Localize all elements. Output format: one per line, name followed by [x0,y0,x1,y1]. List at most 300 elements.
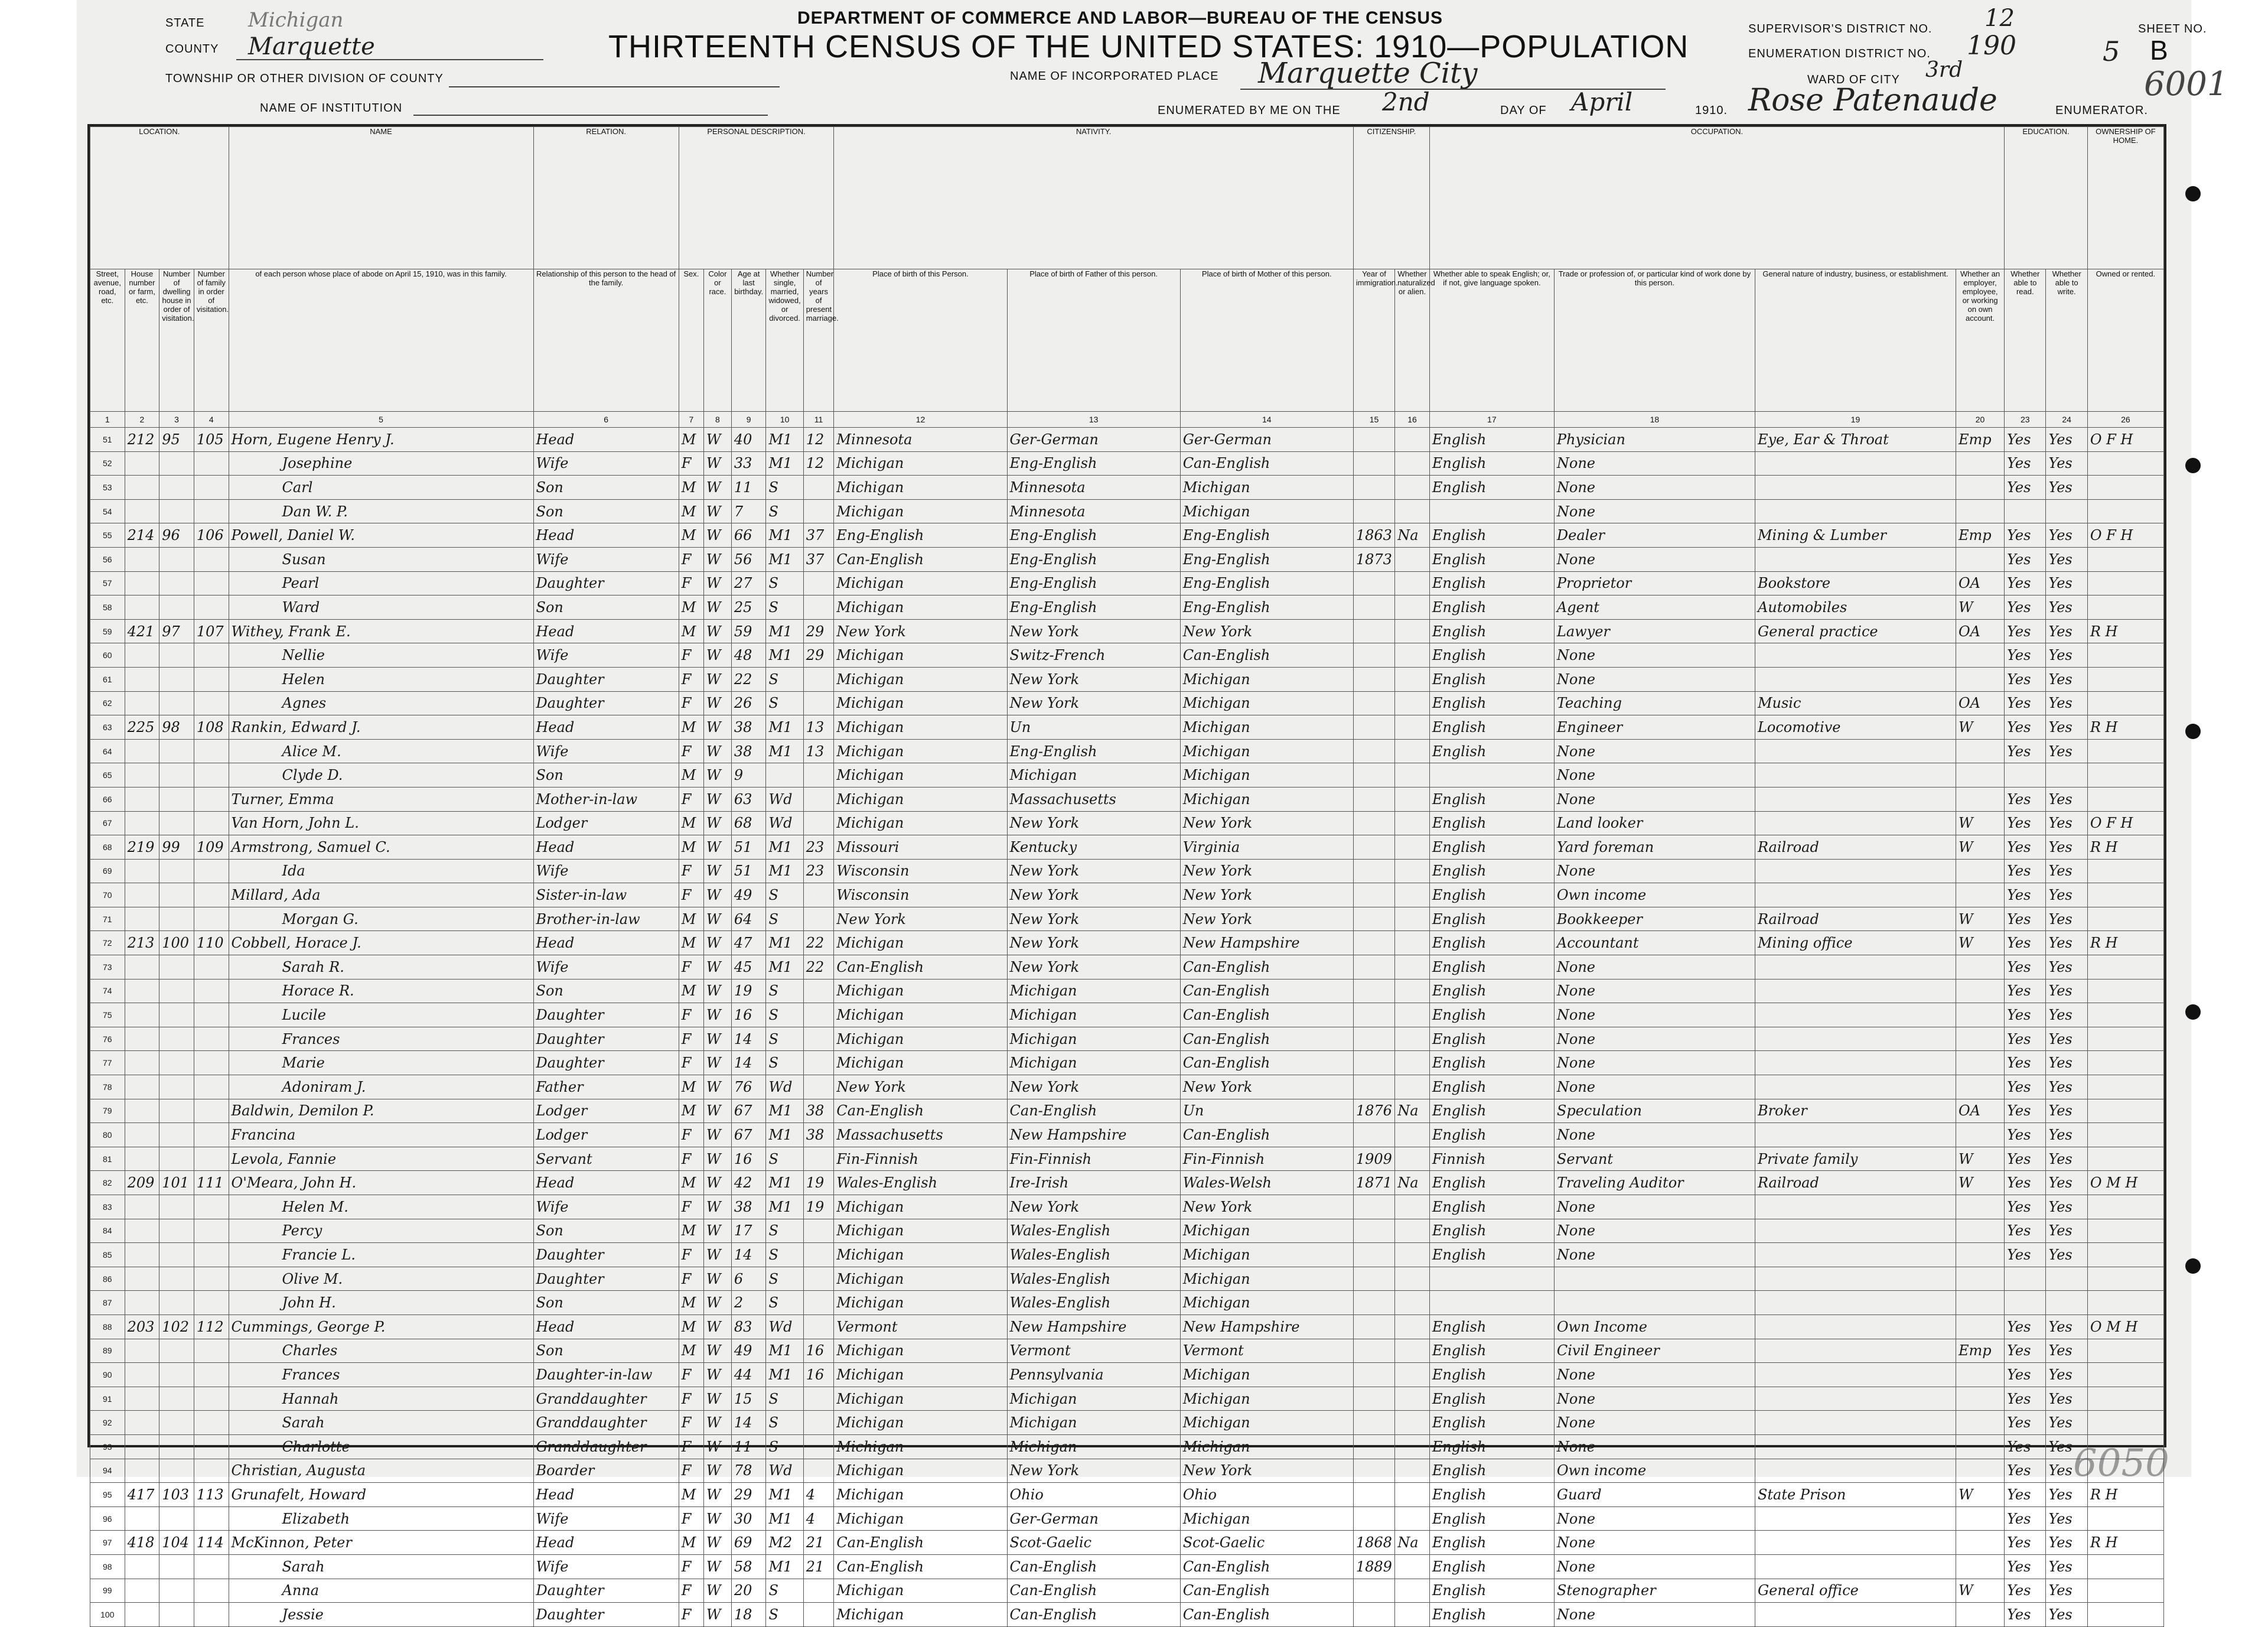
can-write: Yes [2046,1459,2087,1483]
employment-class [1956,763,2005,788]
immigration-year [1353,691,1394,715]
table-row [90,1123,2164,1147]
employment-class: Emp [1956,428,2005,452]
can-write: Yes [2046,1554,2087,1579]
employment-class [1956,739,2005,763]
relation: Granddaughter [533,1411,679,1435]
age: 14 [731,1411,766,1435]
trade: None [1554,1363,1755,1387]
birthplace: Wisconsin [834,883,1007,907]
house-number [125,691,159,715]
race: W [703,1554,731,1579]
marital-status: S [766,1027,803,1051]
industry: State Prison [1755,1483,1956,1507]
can-read: Yes [2005,1147,2046,1171]
years-married [803,1267,834,1291]
family-number: 107 [194,619,229,643]
birthplace: Michigan [834,1459,1007,1483]
relation: Daughter [533,1027,679,1051]
years-married [803,1243,834,1267]
home-ownership [2087,1291,2163,1315]
sex: M [679,835,703,860]
family-number [194,667,229,691]
family-number [194,1147,229,1171]
industry [1755,1195,1956,1219]
can-read: Yes [2005,979,2046,1003]
language: Finnish [1429,1147,1554,1171]
father-birthplace: Wales-English [1007,1267,1180,1291]
years-married: 21 [803,1554,834,1579]
mother-birthplace: Michigan [1180,715,1353,740]
naturalization [1395,763,1430,788]
marital-status: M1 [766,547,803,571]
person-name: Olive M. [229,1267,533,1291]
naturalization [1395,883,1430,907]
trade: None [1554,1051,1755,1075]
family-number [194,1051,229,1075]
age: 49 [731,1339,766,1363]
can-read: Yes [2005,1027,2046,1051]
years-married [803,1411,834,1435]
age: 42 [731,1171,766,1195]
employment-class [1956,1075,2005,1099]
sheet-value: 5 [2103,35,2120,67]
birthplace: Michigan [834,1411,1007,1435]
table-row [90,835,2164,860]
birthplace: Fin-Finnish [834,1147,1007,1171]
age: 67 [731,1123,766,1147]
column-number: 18 [1554,412,1755,428]
sex: F [679,1243,703,1267]
language: English [1429,1434,1554,1459]
table-row [90,1099,2164,1123]
person-name: Marie [229,1051,533,1075]
township-line [449,86,780,87]
sex: F [679,1387,703,1411]
language [1429,499,1554,523]
race: W [703,451,731,476]
years-married [803,596,834,620]
can-write: Yes [2046,643,2087,668]
line-number: 56 [90,547,125,571]
race: W [703,883,731,907]
language: English [1429,1003,1554,1027]
can-write: Yes [2046,931,2087,955]
trade: None [1554,1387,1755,1411]
column-number: 4 [194,412,229,428]
age: 64 [731,907,766,931]
person-name: O'Meara, John H. [229,1171,533,1195]
home-ownership [2087,955,2163,980]
line-number: 78 [90,1075,125,1099]
dwelling-number [159,1291,194,1315]
naturalization [1395,596,1430,620]
trade: None [1554,955,1755,980]
age: 14 [731,1051,766,1075]
industry: Railroad [1755,907,1956,931]
naturalization [1395,1387,1430,1411]
dwelling-number [159,1579,194,1603]
language: English [1429,1459,1554,1483]
marital-status: S [766,907,803,931]
immigration-year [1353,1195,1394,1219]
naturalization: Na [1395,1531,1430,1555]
line-number: 91 [90,1387,125,1411]
marital-status: S [766,1267,803,1291]
person-name: Levola, Fannie [229,1147,533,1171]
marital-status: Wd [766,787,803,811]
table-row [90,1003,2164,1027]
trade: None [1554,1531,1755,1555]
marital-status: Wd [766,811,803,835]
marital-status: Wd [766,1314,803,1339]
years-married [803,979,834,1003]
census-title: THIRTEENTH CENSUS OF THE UNITED STATES: 1910—POPULATION [608,29,1689,64]
father-birthplace: Ger-German [1007,428,1180,452]
naturalization [1395,1459,1430,1483]
relation: Wife [533,955,679,980]
father-birthplace: Michigan [1007,979,1180,1003]
birthplace: Michigan [834,1027,1007,1051]
trade: None [1554,667,1755,691]
table-row [90,451,2164,476]
years-married [803,667,834,691]
table-row [90,1339,2164,1363]
supervisor-label: SUPERVISOR'S DISTRICT NO. [1748,22,1933,35]
family-number [194,499,229,523]
column-header: General nature of industry, business, or establishment. [1755,269,1956,412]
naturalization [1395,476,1430,500]
years-married [803,1147,834,1171]
language: English [1429,883,1554,907]
can-read: Yes [2005,1339,2046,1363]
father-birthplace: Ire-Irish [1007,1171,1180,1195]
industry [1755,1603,1956,1627]
birthplace: Can-English [834,1554,1007,1579]
trade: None [1554,476,1755,500]
person-name: Charlotte [229,1434,533,1459]
industry [1755,1291,1956,1315]
industry [1755,499,1956,523]
years-married: 16 [803,1363,834,1387]
industry [1755,1387,1956,1411]
father-birthplace: Wales-English [1007,1243,1180,1267]
can-write: Yes [2046,1579,2087,1603]
table-row [90,1459,2164,1483]
column-number: 26 [2087,412,2163,428]
father-birthplace: Minnesota [1007,499,1180,523]
industry [1755,1339,1956,1363]
race: W [703,428,731,452]
language: English [1429,1075,1554,1099]
naturalization [1395,931,1430,955]
home-ownership [2087,1554,2163,1579]
relation: Wife [533,1554,679,1579]
line-number: 86 [90,1267,125,1291]
father-birthplace: Un [1007,715,1180,740]
immigration-year [1353,883,1394,907]
line-number: 57 [90,571,125,596]
years-married [803,907,834,931]
birthplace: Michigan [834,691,1007,715]
race: W [703,1483,731,1507]
mother-birthplace: Michigan [1180,739,1353,763]
birthplace: Michigan [834,451,1007,476]
mother-birthplace: Michigan [1180,667,1353,691]
language: English [1429,1387,1554,1411]
relation: Daughter [533,571,679,596]
table-row [90,859,2164,883]
race: W [703,523,731,548]
age: 33 [731,451,766,476]
table-row [90,1051,2164,1075]
father-birthplace: New Hampshire [1007,1123,1180,1147]
table-row [90,1554,2164,1579]
table-row [90,1195,2164,1219]
father-birthplace: Michigan [1007,1027,1180,1051]
line-number: 75 [90,1003,125,1027]
mother-birthplace: Michigan [1180,499,1353,523]
sex: F [679,1051,703,1075]
dwelling-number [159,547,194,571]
sheet-label: SHEET NO. [2138,22,2207,35]
family-number [194,1434,229,1459]
immigration-year [1353,763,1394,788]
employment-class [1956,1003,2005,1027]
immigration-year [1353,619,1394,643]
industry [1755,787,1956,811]
stamp-number-top: 6001 [2144,65,2228,103]
language: English [1429,1531,1554,1555]
can-write: Yes [2046,1099,2087,1123]
naturalization [1395,667,1430,691]
naturalization [1395,1554,1430,1579]
birthplace: New York [834,1075,1007,1099]
house-number [125,1459,159,1483]
can-read: Yes [2005,1195,2046,1219]
can-read: Yes [2005,1411,2046,1435]
line-number: 96 [90,1506,125,1531]
home-ownership [2087,1363,2163,1387]
birthplace: Michigan [834,476,1007,500]
marital-status: M1 [766,451,803,476]
naturalization [1395,1219,1430,1243]
column-number: 8 [703,412,731,428]
home-ownership: O F H [2087,428,2163,452]
immigration-year [1353,1434,1394,1459]
line-number: 64 [90,739,125,763]
race: W [703,1387,731,1411]
trade: Guard [1554,1483,1755,1507]
race: W [703,931,731,955]
marital-status: M1 [766,1363,803,1387]
dwelling-number [159,1434,194,1459]
marital-status: S [766,667,803,691]
sex: M [679,499,703,523]
table-row [90,787,2164,811]
mother-birthplace: Virginia [1180,835,1353,860]
race: W [703,1123,731,1147]
table-row [90,1027,2164,1051]
relation: Head [533,1314,679,1339]
marital-status: S [766,1411,803,1435]
home-ownership: R H [2087,835,2163,860]
table-row [90,1603,2164,1627]
birthplace: Michigan [834,1434,1007,1459]
person-name: Percy [229,1219,533,1243]
family-number: 105 [194,428,229,452]
father-birthplace: Pennsylvania [1007,1363,1180,1387]
dwelling-number [159,1339,194,1363]
dwelling-number [159,1027,194,1051]
can-read [2005,1291,2046,1315]
can-read: Yes [2005,547,2046,571]
sex: M [679,1291,703,1315]
person-name: Helen M. [229,1195,533,1219]
person-name: Horn, Eugene Henry J. [229,428,533,452]
marital-status: S [766,1219,803,1243]
industry [1755,1363,1956,1387]
can-write: Yes [2046,1027,2087,1051]
language: English [1429,835,1554,860]
dwelling-number [159,1243,194,1267]
years-married [803,1051,834,1075]
years-married: 13 [803,715,834,740]
can-write: Yes [2046,1387,2087,1411]
immigration-year: 1909 [1353,1147,1394,1171]
state-label: STATE [165,17,205,30]
birthplace: Michigan [834,763,1007,788]
age: 14 [731,1027,766,1051]
age: 63 [731,787,766,811]
home-ownership [2087,1195,2163,1219]
father-birthplace: Switz-French [1007,643,1180,668]
father-birthplace: Eng-English [1007,739,1180,763]
sex: M [679,1339,703,1363]
race: W [703,667,731,691]
line-number: 74 [90,979,125,1003]
mother-birthplace: Un [1180,1099,1353,1123]
table-row [90,571,2164,596]
trade: None [1554,979,1755,1003]
sex: F [679,1579,703,1603]
column-header: Number of family in order of visitation. [194,269,229,412]
race: W [703,1051,731,1075]
birthplace: Can-English [834,955,1007,980]
relation: Son [533,1339,679,1363]
race: W [703,955,731,980]
relation: Head [533,619,679,643]
father-birthplace: Michigan [1007,1003,1180,1027]
family-number [194,1459,229,1483]
language: English [1429,1363,1554,1387]
dwelling-number [159,811,194,835]
state-value: Michigan [248,8,344,32]
birthplace: Wales-English [834,1171,1007,1195]
years-married: 16 [803,1339,834,1363]
immigration-year [1353,1219,1394,1243]
house-number [125,1554,159,1579]
sex: F [679,1411,703,1435]
employment-class [1956,547,2005,571]
person-name: Pearl [229,571,533,596]
month-value: April [1571,87,1633,116]
sex: F [679,1003,703,1027]
house-number [125,667,159,691]
enumeration-label: ENUMERATION DISTRICT NO. [1748,47,1931,60]
home-ownership: O M H [2087,1171,2163,1195]
family-number [194,476,229,500]
can-read: Yes [2005,835,2046,860]
relation: Father [533,1075,679,1099]
county-value: Marquette [248,33,375,60]
mother-birthplace: Can-English [1180,1051,1353,1075]
immigration-year [1353,1291,1394,1315]
home-ownership [2087,451,2163,476]
can-write: Yes [2046,1339,2087,1363]
employment-class: W [1956,1483,2005,1507]
dwelling-number [159,955,194,980]
birthplace: New York [834,619,1007,643]
race: W [703,1506,731,1531]
can-read: Yes [2005,907,2046,931]
person-name: Charles [229,1339,533,1363]
trade: Teaching [1554,691,1755,715]
employment-class [1956,979,2005,1003]
sex: M [679,1075,703,1099]
column-number: 7 [679,412,703,428]
marital-status: M2 [766,1531,803,1555]
can-read: Yes [2005,955,2046,980]
employment-class [1956,499,2005,523]
industry [1755,1531,1956,1555]
relation: Wife [533,643,679,668]
dwelling-number [159,907,194,931]
birthplace: Michigan [834,1051,1007,1075]
birthplace: Michigan [834,571,1007,596]
naturalization [1395,691,1430,715]
column-header: Number of years of present marriage. [803,269,834,412]
can-write: Yes [2046,1171,2087,1195]
naturalization: Na [1395,1171,1430,1195]
father-birthplace: Minnesota [1007,476,1180,500]
table-row [90,907,2164,931]
years-married: 13 [803,739,834,763]
place-label: NAME OF INCORPORATED PLACE [1010,70,1219,83]
person-name: Susan [229,547,533,571]
house-number [125,1411,159,1435]
immigration-year [1353,1483,1394,1507]
binding-hole [2185,724,2201,739]
person-name: Christian, Augusta [229,1459,533,1483]
binding-hole [2185,1004,2201,1020]
person-name: Nellie [229,643,533,668]
home-ownership [2087,1075,2163,1099]
county-label: COUNTY [165,43,219,56]
can-write: Yes [2046,571,2087,596]
house-number [125,1603,159,1627]
home-ownership [2087,979,2163,1003]
home-ownership [2087,1003,2163,1027]
industry [1755,1506,1956,1531]
industry [1755,763,1956,788]
person-name: Millard, Ada [229,883,533,907]
trade: Engineer [1554,715,1755,740]
dwelling-number: 97 [159,619,194,643]
years-married: 38 [803,1123,834,1147]
age: 15 [731,1387,766,1411]
trade: None [1554,787,1755,811]
